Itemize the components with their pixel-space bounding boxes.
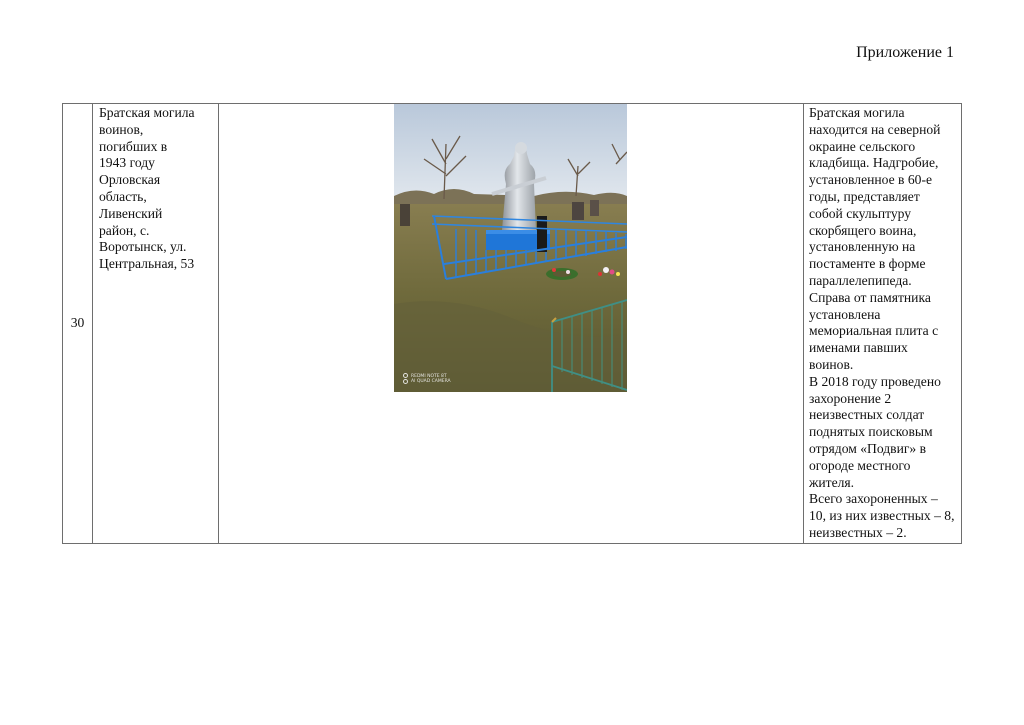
row-number: 30 — [63, 104, 93, 544]
table-row — [63, 104, 962, 544]
memorial-name-cell — [93, 104, 219, 544]
photo-cell — [219, 104, 804, 544]
memorial-photo — [394, 104, 627, 392]
memorial-table — [62, 103, 962, 544]
camera-watermark-text: REDMI NOTE 8T AI QUAD CAMERA — [411, 373, 451, 384]
memorial-description: Братская могила находится на северной окраине сельского кладбища. Надгробие, установленное в 60-е годы, представляет собой скульптуру скорбящего воина, установленную на постаменте в форме параллелепипеда. Справа от памятника установлена мемориальная плита с именами павших воинов. В 2018 году проведено захоронение 2 неизвестных солдат поднятых поисковым отрядом «Подвиг» в огороде местного жителя. Всего захороненных – 10, из них известных – 8, неизвестных – 2. — [809, 105, 955, 540]
camera-watermark — [403, 373, 451, 384]
memorial-description-cell — [804, 104, 962, 544]
memorial-name: Братская могила воинов, погибших в 1943 году Орловская область, Ливенский район, с. Воротынск, ул. Центральная, 53 — [99, 105, 195, 272]
camera-logo-icon — [403, 373, 408, 384]
appendix-label: Приложение 1 — [856, 44, 954, 61]
